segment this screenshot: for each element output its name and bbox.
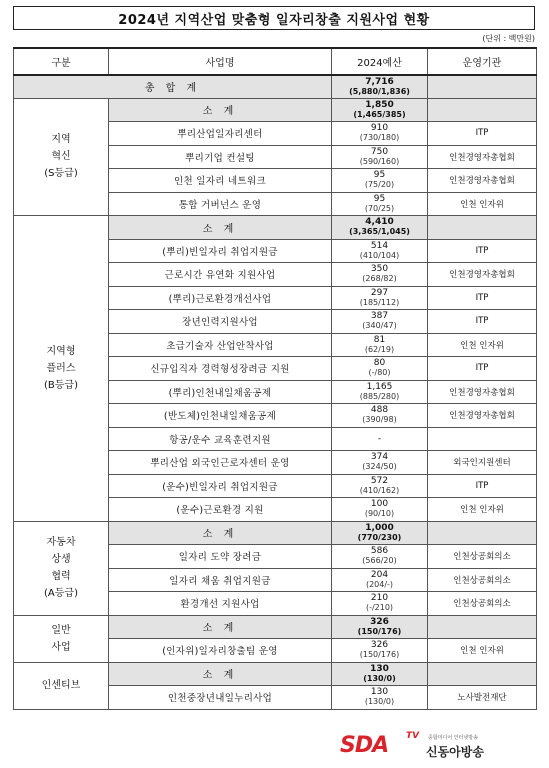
grand-total-label: 총 합 계 [14,75,332,98]
budget-amount: 210 [370,593,389,604]
budget-amount: 100 [370,499,389,510]
operating-org: 인천상공회의소 [428,545,537,569]
group-category [14,662,109,709]
group-category [14,615,109,662]
subtotal-amount: 1,000 [365,522,394,533]
operating-org: 인천 인자위 [428,192,537,216]
project-budget [332,427,428,451]
project-name: 신규입직자 경력형성장려금 지원 [109,357,332,381]
project-budget [332,545,428,569]
subtotal-detail: (770/230) [357,532,402,542]
category-line: 플러스 [46,362,76,374]
operating-org: ITP [428,122,537,146]
project-budget [332,145,428,169]
budget-amount: 374 [370,452,389,463]
subtotal-detail: (150/176) [357,626,402,636]
budget-detail: (268/82) [362,274,397,284]
header-category: 구분 [14,48,109,75]
subtotal-budget [332,98,428,122]
operating-org: 인천경영자총협회 [428,263,537,287]
project-name: 뿌리기업 컨설팅 [109,145,332,169]
budget-amount: 586 [370,546,389,557]
project-budget [332,239,428,263]
category-line: 자동차 [46,537,76,548]
budget-detail: (390/98) [362,415,397,425]
header-budget: 2024예산 [332,48,428,75]
budget-amount: 488 [370,405,389,416]
category-line: (A등급) [44,588,78,599]
budget-detail: (590/160) [359,156,400,166]
category-line: (S등급) [44,168,78,180]
table-body [14,75,537,709]
subtotal-label: 소 계 [109,216,332,240]
operating-org: ITP [428,474,537,498]
project-name: 환경개선 지원사업 [109,592,332,616]
budget-amount: 95 [373,170,386,181]
logo-tv: TV [406,731,420,741]
budget-amount: 750 [370,146,389,157]
project-name: (뿌리)빈일자리 취업지원금 [109,239,332,263]
project-budget [332,122,428,146]
budget-detail: (185/112) [359,297,400,307]
subtotal-amount: 1,850 [365,99,394,110]
budget-detail: (204/-) [365,579,394,589]
table-header-row [14,48,537,75]
operating-org: 노사발전재단 [428,686,537,710]
project-name: 초급기술자 산업안착사업 [109,333,332,357]
grand-total-budget [332,75,428,98]
project-budget [332,310,428,334]
grand-total-row [14,75,537,98]
project-budget [332,686,428,710]
budget-amount: 1,165 [366,381,393,392]
project-budget [332,380,428,404]
project-name: 일자리 채움 취업지원금 [109,568,332,592]
unit-note: (단위 : 백만원) [482,34,535,43]
project-budget [332,451,428,475]
budget-detail: (-/210) [365,603,394,613]
budget-detail: (410/162) [359,485,400,495]
project-budget [332,169,428,193]
project-name: 항공/운수 교육훈련지원 [109,427,332,451]
subtotal-row [14,615,537,639]
subtotal-row [14,216,537,240]
operating-org: 인천경영자총협회 [428,404,537,428]
operating-org: ITP [428,357,537,381]
project-budget [332,639,428,663]
project-budget [332,474,428,498]
project-budget [332,568,428,592]
project-name: (운수)근로환경 지원 [109,498,332,522]
subtotal-label: 소 계 [109,615,332,639]
subtotal-row [14,521,537,545]
budget-amount: 297 [370,287,389,298]
operating-org: 인천상공회의소 [428,568,537,592]
budget-detail: (566/20) [362,556,397,566]
header-name: 사업명 [109,48,332,75]
project-name: 일자리 도약 장려금 [109,545,332,569]
operating-org: 외국인지원센터 [428,451,537,475]
budget-detail: (150/176) [359,650,400,660]
budget-detail: (62/19) [364,344,395,354]
subtotal-budget [332,662,428,686]
budget-detail: (90/10) [364,509,395,519]
project-budget [332,404,428,428]
budget-detail: (-/80) [368,368,391,378]
operating-org: 인천경영자총협회 [428,145,537,169]
project-name: 인천 일자리 네트워크 [109,169,332,193]
subtotal-org [428,615,537,639]
operating-org: 인천 인자위 [428,639,537,663]
project-budget [332,498,428,522]
budget-amount: 572 [370,475,389,486]
budget-amount: 326 [370,640,389,651]
category-line: 일반 [51,624,71,636]
project-name: 뿌리산업 외국인근로자센터 운영 [109,451,332,475]
project-budget [332,263,428,287]
subtotal-row [14,98,537,122]
operating-org [428,427,537,451]
budget-amount: 95 [373,193,386,204]
subtotal-detail: (1,465/385) [353,109,406,119]
budget-detail: (130/0) [364,697,395,707]
grand-total-org [428,75,537,98]
budget-amount: 350 [370,264,389,275]
subtotal-label: 소 계 [109,662,332,686]
project-name: 인천중장년내일누리사업 [109,686,332,710]
budget-detail: (730/180) [359,133,400,143]
operating-org: 인천경영자총협회 [428,169,537,193]
project-budget [332,592,428,616]
budget-amount: 204 [370,569,389,580]
subtotal-row [14,662,537,686]
operating-org: ITP [428,310,537,334]
category-line: 사업 [51,641,71,653]
category-line: 지역형 [46,345,76,357]
subtotal-org [428,662,537,686]
project-name: (반도체)인천내일채움공제 [109,404,332,428]
project-name: (뿌리)인천내일채움공제 [109,380,332,404]
budget-detail: (75/20) [364,180,395,190]
operating-org: 인천상공회의소 [428,592,537,616]
logo-mark: SDA [340,733,389,758]
project-name: 근로시간 유연화 지원사업 [109,263,332,287]
subtotal-amount: 130 [370,663,389,674]
project-budget [332,286,428,310]
project-budget [332,333,428,357]
category-line: 상생 [51,554,71,565]
subtotal-budget [332,521,428,545]
project-name: 장년인력지원사업 [109,310,332,334]
group-category [14,98,109,216]
budget-amount: 514 [370,240,389,251]
budget-detail: (885/280) [359,391,400,401]
project-name: (인자위)일자리창출팀 운영 [109,639,332,663]
subtotal-budget [332,216,428,240]
project-name: (뿌리)근로환경개선사업 [109,286,332,310]
project-name: 뿌리산업일자리센터 [109,122,332,146]
subtotal-org [428,98,537,122]
project-budget [332,192,428,216]
logo-name: 신동아방송 [426,745,484,759]
page-title: 2024년 지역산업 맞춤형 일자리창출 지원사업 현황 [13,6,535,30]
budget-detail: (410/104) [359,250,400,260]
budget-amount: 910 [370,123,389,134]
sda-logo [340,731,540,763]
group-category [14,216,109,522]
operating-org: 인천 인자위 [428,333,537,357]
category-line: 혁신 [51,151,71,163]
subtotal-label: 소 계 [109,521,332,545]
budget-amount: 130 [370,687,389,698]
subtotal-amount: 326 [370,616,389,627]
header-org: 운영기관 [428,48,537,75]
operating-org: ITP [428,286,537,310]
operating-org: ITP [428,239,537,263]
subtotal-budget [332,615,428,639]
project-name: (운수)빈일자리 취업지원금 [109,474,332,498]
budget-amount: 81 [373,334,386,345]
category-line: (B등급) [44,379,78,391]
budget-amount: 80 [373,358,386,369]
subtotal-label: 소 계 [109,98,332,122]
budget-amount: - [377,433,382,444]
budget-table [13,47,537,710]
category-line: 지역 [51,134,71,146]
category-line: 협력 [51,571,71,582]
operating-org: 인천경영자총협회 [428,380,537,404]
budget-detail: (340/47) [362,321,397,331]
subtotal-org [428,521,537,545]
grand-total-amount: 7,716 [365,76,394,87]
budget-detail: (70/25) [364,203,395,213]
budget-detail: (324/50) [362,462,397,472]
category-line: 인센티브 [41,680,81,691]
subtotal-detail: (130/0) [363,673,396,683]
budget-amount: 387 [370,311,389,322]
subtotal-detail: (3,365/1,045) [349,227,410,237]
project-name: 통합 거버넌스 운영 [109,192,332,216]
logo-tagline: 종합미디어 인터넷방송 [428,735,478,741]
subtotal-org [428,216,537,240]
subtotal-amount: 4,410 [365,217,394,228]
grand-total-detail: (5,880/1,836) [349,86,410,96]
project-budget [332,357,428,381]
group-category [14,521,109,615]
operating-org: 인천 인자위 [428,498,537,522]
